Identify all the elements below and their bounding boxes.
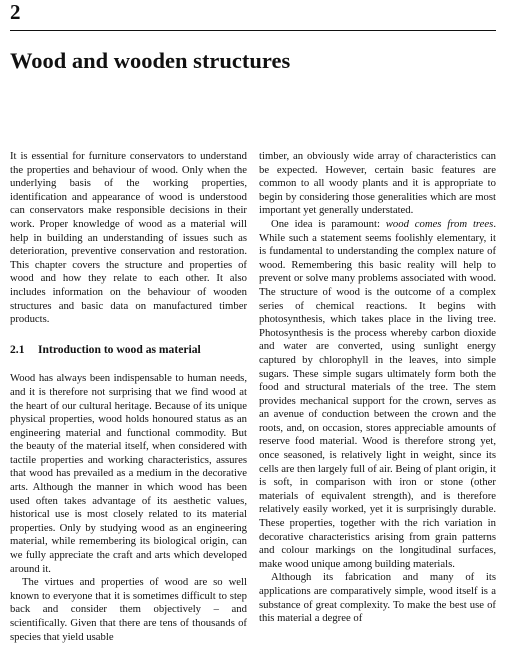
body-paragraph: Wood has always been indispensable to human needs, and it is therefore not surprising that we find wood at the heart of our cultural heritage. Because of its unique physical properties, wood holds honoured status as an engineering material and functional commodity. But the beauty of the material itself, when considered with tactile properties and working characteristics, assures that wood has prevailed as a medium in the decorative arts. Although the manner in which wood has been used often takes advantage of its aesthetic values, historical use is most closely related to its material properties. Only by studying wood as an engineering material, while remembering its biological origin, can we fully appreciate the craft and arts which developed around it. [10, 372, 247, 575]
paragraph-rest: . While such a statement seems foolishly elementary, it is fundamental to understanding the complex nature of wood. Remembering this basic reality will help to prevent or solve many problems associated with wood. The structure of wood is the outcome of a complex series of chemical reactions. It begins with photosynthesis, which takes place in the living tree. Photosynthesis is the process whereby carbon dioxide and water are converted, using sunlight energy captured by chlorophyll in the leaves, into simple sugars. These simple sugars ultimately form both the food and structural materials of the tree. The stem provides mechanical support for the crown, serves as an avenue of conduction between the crown and the roots, and, on occasion, stores appreciable amounts of reserve food material. Wood is therefore strong yet, once seasoned, is relatively light in weight, since its cells are then largely full of air. Being of plant origin, it is soft, in comparison with iron or stone (other materials of equivalent strength), and is therefore relatively easily worked, yet it is surprisingly durable. These properties, together with the rich variation in decorative characteristics arising from grain patterns and colour markings on the longitudinal surfaces, make wood unique among building materials. [259, 217, 496, 570]
emphasis-text: wood comes from trees [385, 217, 494, 230]
right-column [259, 150, 496, 626]
intro-paragraph: It is essential for furniture conservators to understand the properties and behaviour of wood. Only when the underlying basis of the working properties, identification and appearance of wood is understood can conservators make responsible decisions in their work. Proper knowledge of wood as a material will help in building an understanding of issues such as deterioration, preventive conservation and restoration. This chapter covers the structure and properties of wood and how they relate to each other. It also includes information on the behaviour of wooden structures and basic data on manufactured timber products. [10, 150, 247, 326]
chapter-title: Wood and wooden structures [10, 48, 291, 73]
body-paragraph [259, 218, 496, 571]
chapter-number: 2 [10, 0, 21, 24]
header-rule [10, 30, 496, 31]
section-heading [10, 343, 247, 357]
paragraph-lead: One idea is paramount: [271, 217, 386, 230]
left-column [10, 150, 247, 644]
body-paragraph: timber, an obviously wide array of characteristics can be expected. However, certain basic features are common to all woody plants and it is appropriate to begin by considering those generalities which are most important yet generally understated. [259, 150, 496, 217]
body-paragraph: Although its fabrication and many of its applications are comparatively simple, wood itself is a substance of great complexity. To make the best use of this material a degree of [259, 571, 496, 625]
body-paragraph: The virtues and properties of wood are so well known to everyone that it is sometimes difficult to step back and consider them objectively – and scientifically. Given that there are tens of thousands of species that yield usable [10, 576, 247, 643]
section-title: Introduction to wood as material [38, 342, 201, 356]
section-number: 2.1 [10, 342, 25, 356]
